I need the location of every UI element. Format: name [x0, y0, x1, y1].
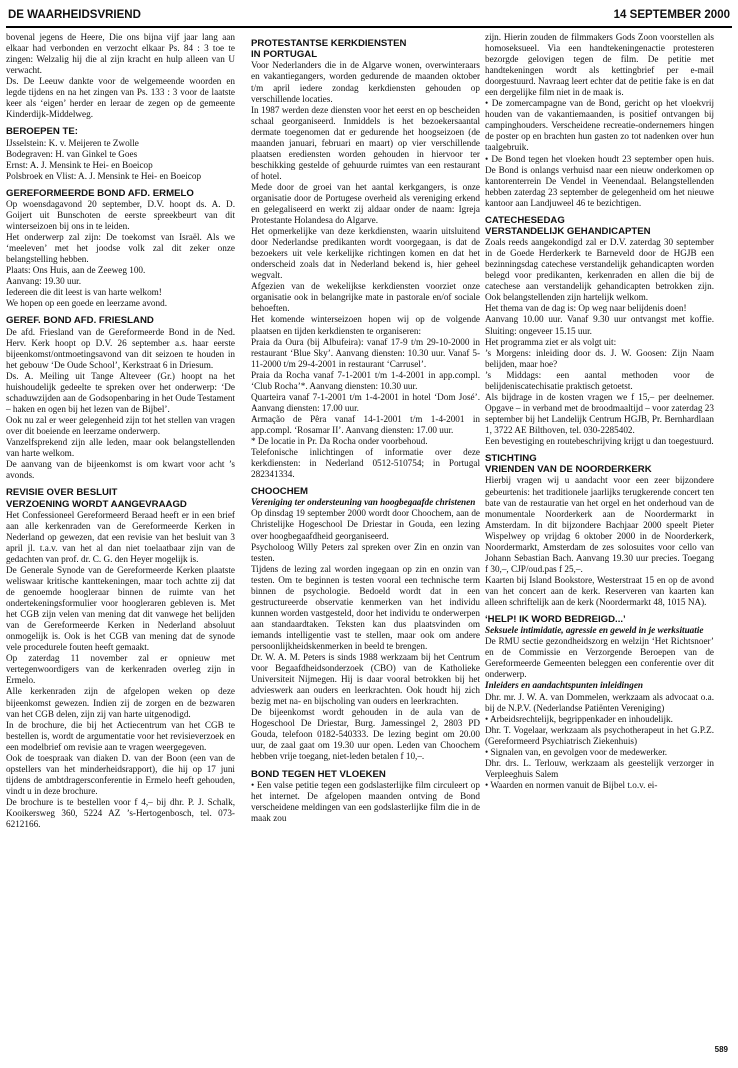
section-subheading: Seksuele intimidatie, agressie en geweld in je werksituatie	[485, 625, 704, 636]
section-heading: BEROEPEN TE:	[6, 126, 78, 138]
section-heading: BOND TEGEN HET VLOEKEN	[251, 768, 386, 780]
paragraph: bovenal jegens de Heere, Die ons bijna vijf jaar lang aan elkaar had verbonden en verzocht elkaar Ps. 84 : 3 toe te zingen: Welzalig hij die al zijn kracht en hulp alleen van U verwacht.	[6, 32, 235, 76]
paragraph: • Waarden en normen vanuit de Bijbel t.o.v. ei-	[485, 779, 658, 790]
section-heading: PROTESTANTSE KERKDIENSTEN	[251, 38, 407, 49]
paragraph: Hierbij vragen wij u aandacht voor een zeer bijzondere gebeurtenis: het traditionele jaarlijks terugkerende concert ten bate van de restauratie van het orgel en het onderhoud van de monumentale Noorderkerk aan de Noordermarkt in Amsterdam. In dit bijzondere Bachjaar 2000 speelt Pieter Wispelwey op vrijdag 6 oktober 2000 in de Noorderkerk, Noordermarkt, Amsterdam de zes solosuites voor cello van Johann Sebastian Bach. Aanvang 19.30 uur precies. Toegang f 30,–, CJP/oud.pas f 25,–.	[485, 475, 714, 574]
paragraph: Zoals reeds aangekondigd zal er D.V. zaterdag 30 september in de Goede Herderkerk te Barneveld door de HGJB een bezinningsdag catechese verstandelijk gehandicapten worden belegd voor predikanten, kerkenraden en allen die bij de catechese aan verstandelijk gehandicapten betrokken zijn. Ook belangstellenden zijn hartelijk welkom.	[485, 237, 714, 303]
paragraph: Ook de toespraak van diaken D. van der Boon (een van de opstellers van het minderheidsrapport), die hij op 17 juni tijdens de ambtdragersconferentie in Ermelo heeft gehouden, vindt u in deze brochure.	[6, 752, 235, 796]
paragraph: De aanvang van de bijeenkomst is om kwart voor acht ’s avonds.	[6, 459, 235, 481]
paragraph: • Signalen van, en gevolgen voor de medewerker.	[485, 746, 668, 757]
section-heading: ‘HELP! IK WORD BEDREIGD...’	[485, 614, 626, 626]
paragraph: • Arbeidsrechtelijk, begrippenkader en inhoudelijk.	[485, 713, 673, 724]
newspaper-title: DE WAARHEIDSVRIEND	[8, 9, 141, 21]
paragraph: Voor Nederlanders die in de Algarve wonen, overwinteraars en vakantiegangers, worden gedurende de maanden oktober t/m april iedere zondag kerkdiensten gehouden op verschillende locaties.	[251, 60, 480, 104]
paragraph: Een bevestiging en routebeschrijving krijgt u dan toegestuurd.	[485, 436, 714, 446]
paragraph: Het thema van de dag is: Op weg naar belijdenis doen!	[485, 303, 687, 314]
paragraph: Op woensdagavond 20 september, D.V. hoopt ds. A. D. Goijert uit Bunschoten de eerste spreekbeurt van dit winterseizoen bij ons in te leiden.	[6, 198, 235, 232]
paragraph: Armação de Pêra vanaf 14-1-2001 t/m 1-4-2001 in app.compl. ‘Rosamar II’. Aanvang diensten: 17.00 uur.	[251, 413, 480, 435]
paragraph: Quarteira vanaf 7-1-2001 t/m 1-4-2001 in hotel ‘Dom José’. Aanvang diensten: 17.00 uur.	[251, 391, 480, 413]
section-heading: STICHTING	[485, 453, 537, 465]
paragraph: Bodegraven: H. van Ginkel te Goes	[6, 148, 138, 159]
paragraph: Ds. A. Meiling uit Tange Alteveer (Gr.) hoopt na het huishoudelijk gedeelte te spreken over het onderwerp: ‘De schaduwzijden aan de Godsopenbaring in het Oude Testament – haken en ogen bij het lezen van de Bijbel’.	[6, 370, 235, 414]
paragraph: Op dinsdag 19 september 2000 wordt door Choochem, aan de Christelijke Hogeschool De Driestar in Gouda, een lezing over hoogbegaafdheid georganiseerd.	[251, 508, 480, 541]
section-heading: CATECHESEDAG	[485, 214, 565, 226]
paragraph: Als bijdrage in de kosten vragen we f 15,– per deelnemer. Opgave – in verband met de broodmaaltijd – voor zaterdag 23 september bij het Landelijk Centrum HGJB, Pr. Bernhardlaan 1, 3722 AE Bilthoven, tel. 030-2285402.	[485, 391, 714, 435]
section-heading-line2: VERSTANDELIJK GEHANDICAPTEN	[485, 225, 651, 237]
paragraph: In 1987 werden deze diensten voor het eerst en op bescheiden schaal georganiseerd. Inmiddels is het bezoekersaantal dermate toegenomen dat er gedurende het hoogseizoen (de maanden januari, februari en maart) op vier verschillende plaatsen erediensten worden gehouden in hiervoor ter beschikking gestelde of gehuurde ruimtes van een restaurant of hotel.	[251, 104, 480, 181]
paragraph: Dr. W. A. M. Peters is sinds 1988 werkzaam bij het Centrum voor Begaafdheidsonderzoek (CBO) van de Katholieke Universiteit Nijmegen. Hij is daar vooral betrokken bij het advieswerk aan ouders en leerkrachten. Ook houdt hij zich bezig met na- en bijscholing van ouders en leerkrachten.	[251, 652, 480, 707]
paragraph: Dhr. T. Vogelaar, werkzaam als psychotherapeut in het G.P.Z. (Gereformeerd Psychiatrisch Ziekenhuis)	[485, 724, 714, 746]
paragraph: ’s Morgens: inleiding door ds. J. W. Goosen: Zijn Naam belijden, maar hoe?	[485, 347, 714, 369]
paragraph: Het onderwerp zal zijn: De toekomst van Israël. Als we ‘meeleven’ met het joodse volk zal dit zeker onze belangstelling hebben.	[6, 232, 235, 265]
section-heading: GEREFORMEERDE BOND AFD. ERMELO	[6, 187, 194, 199]
paragraph: Ernst: A. J. Mensink te Hei- en Boeicop	[6, 159, 153, 170]
paragraph: Afgezien van de wekelijkse kerkdiensten voorziet onze organisatie ook in belangrijke mate in pastorale en/of sociale behoeften.	[251, 281, 480, 314]
section-subheading: Inleiders en aandachtspunten inleidingen	[485, 680, 644, 691]
paragraph: Vanzelfsprekend zijn alle leden, maar ook belangstellenden van harte welkom.	[6, 437, 235, 459]
paragraph: • Een valse petitie tegen een godslasterlijke film circuleert op het internet. De afgelopen maanden ontving de Bond verscheidene meldingen van een godslasterlijke film die in de maak zou	[251, 779, 480, 823]
page-number: 589	[714, 1045, 728, 1054]
paragraph: Plaats: Ons Huis, aan de Zeeweg 100.	[6, 265, 146, 276]
paragraph: Alle kerkenraden zijn de afgelopen weken op deze bijeenkomst gewezen. Indien zij de zorgen en de bezwaren van het CGB delen, zijn zij van harte uitgenodigd.	[6, 686, 235, 719]
paragraph: Dhr. mr. J. W. A. van Dommelen, werkzaam als advocaat o.a. bij de N.P.V. (Nederlandse Patiënten Vereniging)	[485, 691, 714, 713]
paragraph: Iedereen die dit leest is van harte welkom!	[6, 287, 162, 298]
section-subheading: Vereniging ter ondersteuning van hoogbegaafde christenen	[251, 497, 476, 508]
section-heading: CHOOCHEM	[251, 486, 309, 498]
paragraph: We hopen op een goede en leerzame avond.	[6, 298, 167, 309]
section-heading: GEREF. BOND AFD. FRIESLAND	[6, 315, 154, 327]
section-heading: REVISIE OVER BESLUIT	[6, 487, 118, 499]
column-3	[485, 32, 714, 791]
paragraph: Dhr. drs. L. Terlouw, werkzaam als geestelijk verzorger in Verpleeghuis Salem	[485, 757, 714, 779]
paragraph: De RMU sectie gezondheidszorg en welzijn ‘Het Richtsnoer’ en de Commissie en Verzorgende Beroepen van de Gereformeerde Gemeenten beleggen een conferentie over dit onderwerp.	[485, 636, 714, 680]
paragraph: De Generale Synode van de Gereformeerde Kerken plaatste weliswaar kritische kanttekeningen, maar toch achtte zij dat de genoemde hoogleraar binnen de ruimte van het ondertekeningsformulier voor hoogleraren gebleven is. Met het CGB zijn velen van mening dat dit vanwege het belijden van de Gereformeerde Kerken in Nederland absoluut onmogelijk is. Ook is het CGB van mening dat de synode vele procedurele fouten heeft gemaakt.	[6, 564, 235, 653]
paragraph: De bijeenkomst wordt gehouden in de aula van de Hogeschool De Driestar, Burg. Jamessingel 2, 2803 PD Gouda, telefoon 0182-540333. De lezing begint om 20.00 uur, de zaal gaat om 19.30 uur open. Leden van Choochem hebben vrije toegang, niet-leden betalen f 10,–.	[251, 707, 480, 762]
paragraph: IJsselstein: K. v. Meijeren te Zwolle	[6, 137, 139, 148]
masthead	[6, 8, 732, 28]
section-heading-line2: VERZOENING WORDT AANGEVRAAGD	[6, 498, 187, 510]
paragraph: • De Bond tegen het vloeken houdt 23 september open huis. De Bond is onlangs verhuisd naar een nieuw onderkomen op kantorenterrein De Vendel in Veenendaal. Belangstellenden hebben zaterdag 23 september de gelegenheid om het nieuwe kantoor aan Landjuweel 46 te bezichtigen.	[485, 153, 714, 208]
paragraph: Telefonische inlichtingen of informatie over deze kerkdiensten: in Nederland 0512-510754; in Portugal 282341334.	[251, 447, 480, 480]
paragraph: Ds. De Leeuw dankte voor de welgemeende woorden en legde tijdens en na het zingen van Ps. 133 : 3 voor de laatste keer als ‘eigen’ herder en leraar de zegen op de gemeente Kinderdijk-Middelweg.	[6, 76, 235, 120]
paragraph: • De zomercampagne van de Bond, gericht op het vloekvrij houden van de vakantiemaanden, is positief ontvangen bij campinghouders. Verscheidene recreatie-ondernemers hingen de poster op en brachten hun gasten zo tot nadenken over hun taalgebruik.	[485, 98, 714, 153]
section-heading-line2: IN PORTUGAL	[251, 49, 318, 61]
paragraph: Het Confessioneel Gereformeerd Beraad heeft er in een brief aan alle kerkenraden van de Gereformeerde Kerken in Nederland op gewezen, dat een revisie van het besluit van 3 april jl. t.a.v. van het al dan niet toelaatbaar zijn van de gedachten van prof. dr. C. G. den Heyer mogelijk is.	[6, 509, 235, 564]
paragraph: Praia da Oura (bij Albufeira): vanaf 17-9 t/m 29-10-2000 in restaurant ‘Blue Sky’. Aanvang diensten: 10.30 uur. Vanaf 5-11-2000 t/m 29-4-2001 in restaurant ‘Carrusel’.	[251, 336, 480, 369]
paragraph: Mede door de groei van het aantal kerkgangers, is onze organisatie door de Portugese overheid als vereniging erkend en gelegaliseerd en werkt zij aldaar onder de naam: Igreja Protestante Holandesa do Algarve.	[251, 181, 480, 226]
issue-date: 14 SEPTEMBER 2000	[613, 9, 730, 21]
paragraph: Aanvang: 19.30 uur.	[6, 276, 82, 287]
paragraph: Het komende winterseizoen hopen wij op de volgende plaatsen en tijden kerkdiensten te organiseren:	[251, 314, 480, 336]
column-1	[6, 32, 235, 830]
section-heading-line2: VRIENDEN VAN DE NOORDERKERK	[485, 464, 652, 476]
paragraph: Het programma ziet er als volgt uit:	[485, 336, 617, 347]
paragraph: Het opmerkelijke van deze kerkdiensten, waarin uitsluitend door Nederlandse predikanten wordt voorgegaan, is dat de bezoekers uit vele kerkelijke richtingen komen en dat het onderscheid zoals dat in Nederland bekend is, hier geheel wegvalt.	[251, 226, 480, 281]
paragraph: Aanvang 10.00 uur. Vanaf 9.30 uur ontvangst met koffie. Sluiting: ongeveer 15.15 uur.	[485, 314, 714, 336]
paragraph: * De locatie in Pr. Da Rocha onder voorbehoud.	[251, 436, 428, 446]
paragraph: Kaarten bij Island Bookstore, Westerstraat 15 en op de avond van het concert aan de kerk. Reserveren van kaarten kan alleen schriftelijk aan de kerk (Noordermarkt 48, 1015 NA).	[485, 574, 714, 607]
paragraph: zijn. Hierin zouden de filmmakers Gods Zoon voorstellen als homoseksueel. Via een handtekeningenactie protesteren bezorgde gelovigen tegen de film. De petitie met handtekeningen wordt als kettingbrief per e-mail doorgestuurd. Navraag leert echter dat de petitie fake is en dat een dergelijke film niet in de maak is.	[485, 32, 714, 98]
paragraph: De brochure is te bestellen voor f 4,– bij dhr. P. J. Schalk, Kooikersweg 360, 5224 AZ ’s-Hertogenbosch, tel. 073-6212166.	[6, 796, 235, 830]
paragraph: De afd. Friesland van de Gereformeerde Bond in de Ned. Herv. Kerk hoopt op D.V. 26 september a.s. haar eerste bijeenkomst/ontmoetingsavond van dit seizoen te houden in het gebouw ‘De Oude School’, Kerkstraat 6 in Driesum.	[6, 326, 235, 370]
paragraph: ’s Middags: een aantal methoden voor de belijdeniscatechisatie praktisch getoetst.	[485, 369, 714, 391]
paragraph: Ook nu zal er weer gelegenheid zijn tot het stellen van vragen over dit boeiende en leerzame onderwerp.	[6, 415, 235, 437]
column-2	[251, 32, 480, 824]
paragraph: Psycholoog Willy Peters zal spreken over Zin en onzin van testen.	[251, 541, 480, 563]
paragraph: Polsbroek en Vlist: A. J. Mensink te Hei- en Boeicop	[6, 170, 202, 181]
paragraph: Op zaterdag 11 november zal er opnieuw met vertegenwoordigers van de kerkenraden overleg zijn in Ermelo.	[6, 653, 235, 686]
paragraph: Praia da Rocha vanaf 7-1-2001 t/m 1-4-2001 in app.compl. ‘Club Rocha’*. Aanvang diensten: 10.30 uur.	[251, 369, 480, 391]
paragraph: In de brochure, die bij het Actiecentrum van het CGB te bestellen is, wordt de argumentatie voor het revisieverzoek en een modelbrief om revisie aan te vragen weergegeven.	[6, 719, 235, 752]
paragraph: Tijdens de lezing zal worden ingegaan op zin en onzin van testen. Om te beginnen is testen vooral een technische term binnen de psychologie. Bedoeld wordt dat in een gestructureerde observatie kenmerken van het individu kunnen worden vastgesteld, door het individu te onderwerpen aan standaardtaken. Teksten kan dus plaatsvinden om iemands intelligentie vast te stellen, maar ook om andere persoonlijkheidskenmerken in beeld te brengen.	[251, 563, 480, 651]
